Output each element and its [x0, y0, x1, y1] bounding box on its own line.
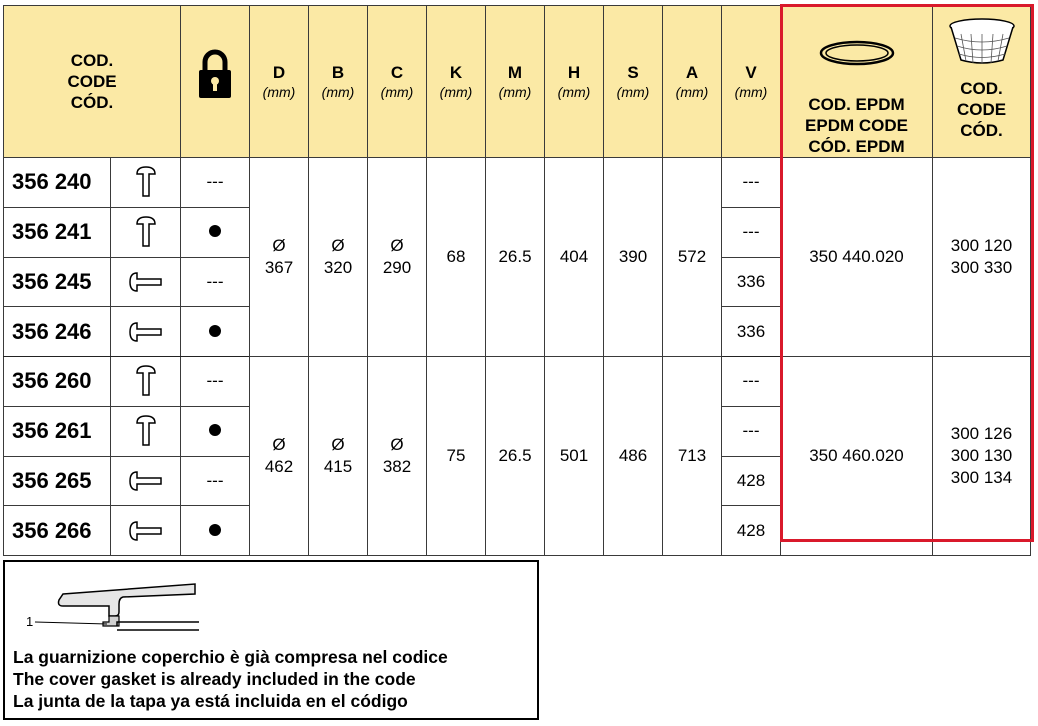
callout-number: 1: [26, 614, 34, 629]
header-code: [4, 6, 181, 158]
dim-b: [309, 158, 368, 357]
gasket-note-box: [3, 560, 539, 720]
table-row: [4, 357, 1031, 407]
lock-cell: [181, 207, 250, 257]
dim-d-symbol: Ø: [272, 435, 286, 454]
dim-c-value: 290: [382, 258, 412, 277]
dim-c: [368, 357, 427, 556]
header-k: [427, 6, 486, 158]
header-basket-it: COD.: [960, 79, 1003, 98]
header-m-unit: (mm): [498, 84, 532, 100]
dim-b: [309, 357, 368, 556]
header-d-label: D: [272, 63, 286, 82]
dim-c-value: 382: [382, 457, 412, 476]
lock-cell: [181, 406, 250, 456]
screw-cell: [111, 158, 181, 208]
header-k-label: K: [449, 63, 463, 82]
dim-s: 390: [604, 158, 663, 357]
vertical-screw-icon: [134, 364, 158, 398]
product-code: 356 245: [4, 257, 111, 307]
dim-a: 713: [663, 357, 722, 556]
basket-codes: [933, 357, 1031, 556]
lock-dot-icon: [209, 225, 221, 237]
lock-cell: ---: [181, 257, 250, 307]
product-code: 356 266: [4, 506, 111, 556]
dim-d: [250, 357, 309, 556]
dim-c: [368, 158, 427, 357]
dim-v: 336: [722, 257, 781, 307]
header-h-label: H: [567, 63, 581, 82]
dim-v: 428: [722, 456, 781, 506]
header-h: [545, 6, 604, 158]
basket-code: 300 126: [950, 424, 1013, 443]
screw-cell: [111, 357, 181, 407]
header-s: [604, 6, 663, 158]
product-code: 356 240: [4, 158, 111, 208]
basket-code: 300 120: [950, 236, 1013, 255]
header-h-unit: (mm): [557, 84, 591, 100]
lock-cell: [181, 506, 250, 556]
header-epdm-it: COD. EPDM: [808, 95, 905, 114]
header-s-unit: (mm): [616, 84, 650, 100]
dim-v: ---: [722, 158, 781, 208]
dim-v: 428: [722, 506, 781, 556]
note-text-en: The cover gasket is already included in the code: [13, 669, 416, 689]
dim-d: [250, 158, 309, 357]
basket-codes: [933, 158, 1031, 357]
horizontal-screw-icon: [128, 469, 164, 493]
vertical-screw-icon: [134, 165, 158, 199]
note-text-es: La junta de la tapa ya está incluida en el código: [13, 691, 408, 711]
horizontal-screw-icon: [128, 519, 164, 543]
header-epdm-es: CÓD. EPDM: [808, 137, 905, 156]
epdm-code: 350 440.020: [781, 158, 933, 357]
screw-cell: [111, 456, 181, 506]
screw-cell: [111, 307, 181, 357]
dim-b-value: 320: [323, 258, 353, 277]
header-basket: [933, 6, 1031, 158]
basket-code: 300 134: [950, 468, 1013, 487]
dim-h: 404: [545, 158, 604, 357]
lock-cell: [181, 307, 250, 357]
dim-d-symbol: Ø: [272, 236, 286, 255]
header-code-en: CODE: [67, 72, 117, 91]
dim-k: 75: [427, 357, 486, 556]
screw-cell: [111, 257, 181, 307]
basket-icon: [947, 16, 1017, 66]
lock-dot-icon: [209, 524, 221, 536]
header-c: [368, 6, 427, 158]
dim-v: ---: [722, 406, 781, 456]
product-code: 356 261: [4, 406, 111, 456]
header-a-label: A: [685, 63, 699, 82]
dim-v: ---: [722, 207, 781, 257]
basket-code: 300 130: [950, 446, 1013, 465]
horizontal-screw-icon: [128, 270, 164, 294]
header-d-unit: (mm): [262, 84, 296, 100]
header-basket-en: CODE: [956, 100, 1007, 119]
header-v-unit: (mm): [734, 84, 768, 100]
header-epdm: [781, 6, 933, 158]
spec-table: [3, 5, 1031, 556]
lock-cell: ---: [181, 456, 250, 506]
dim-s: 486: [604, 357, 663, 556]
screw-cell: [111, 406, 181, 456]
basket-code: 300 330: [950, 258, 1013, 277]
header-a: [663, 6, 722, 158]
header-row: [4, 6, 1031, 158]
screw-cell: [111, 207, 181, 257]
header-code-it: COD.: [70, 51, 114, 70]
header-c-label: C: [390, 63, 404, 82]
header-code-es: CÓD.: [70, 93, 114, 112]
padlock-icon: [197, 48, 233, 100]
dim-m: 26.5: [486, 158, 545, 357]
lock-cell: ---: [181, 158, 250, 208]
vertical-screw-icon: [134, 414, 158, 448]
header-s-label: S: [627, 63, 639, 82]
header-m: [486, 6, 545, 158]
header-b: [309, 6, 368, 158]
dim-k: 68: [427, 158, 486, 357]
header-a-unit: (mm): [675, 84, 709, 100]
header-lock: [181, 6, 250, 158]
dim-v: ---: [722, 357, 781, 407]
dim-h: 501: [545, 357, 604, 556]
dim-a: 572: [663, 158, 722, 357]
header-b-label: B: [331, 63, 345, 82]
header-d: [250, 6, 309, 158]
product-code: 356 260: [4, 357, 111, 407]
header-m-label: M: [507, 63, 523, 82]
dim-v: 336: [722, 307, 781, 357]
vertical-screw-icon: [134, 215, 158, 249]
epdm-code: 350 460.020: [781, 357, 933, 556]
lock-cell: ---: [181, 357, 250, 407]
dim-c-symbol: Ø: [390, 435, 404, 454]
screw-cell: [111, 506, 181, 556]
product-code: 356 241: [4, 207, 111, 257]
lock-dot-icon: [209, 424, 221, 436]
dim-d-value: 367: [264, 258, 294, 277]
gasket-ring-icon: [817, 38, 897, 68]
header-epdm-en: EPDM CODE: [805, 116, 908, 135]
header-c-unit: (mm): [380, 84, 414, 100]
product-code: 356 246: [4, 307, 111, 357]
dim-b-symbol: Ø: [331, 435, 345, 454]
header-v: [722, 6, 781, 158]
lock-dot-icon: [209, 325, 221, 337]
dim-c-symbol: Ø: [390, 236, 404, 255]
header-v-label: V: [745, 63, 757, 82]
table-row: [4, 158, 1031, 208]
header-b-unit: (mm): [321, 84, 355, 100]
dim-d-value: 462: [264, 457, 294, 476]
product-code: 356 265: [4, 456, 111, 506]
dim-b-symbol: Ø: [331, 236, 345, 255]
dim-m: 26.5: [486, 357, 545, 556]
header-k-unit: (mm): [439, 84, 473, 100]
cover-gasket-drawing-icon: [23, 582, 203, 640]
dim-b-value: 415: [323, 457, 353, 476]
note-text-it: La guarnizione coperchio è già compresa nel codice: [13, 647, 448, 667]
header-basket-es: CÓD.: [960, 121, 1003, 140]
horizontal-screw-icon: [128, 320, 164, 344]
